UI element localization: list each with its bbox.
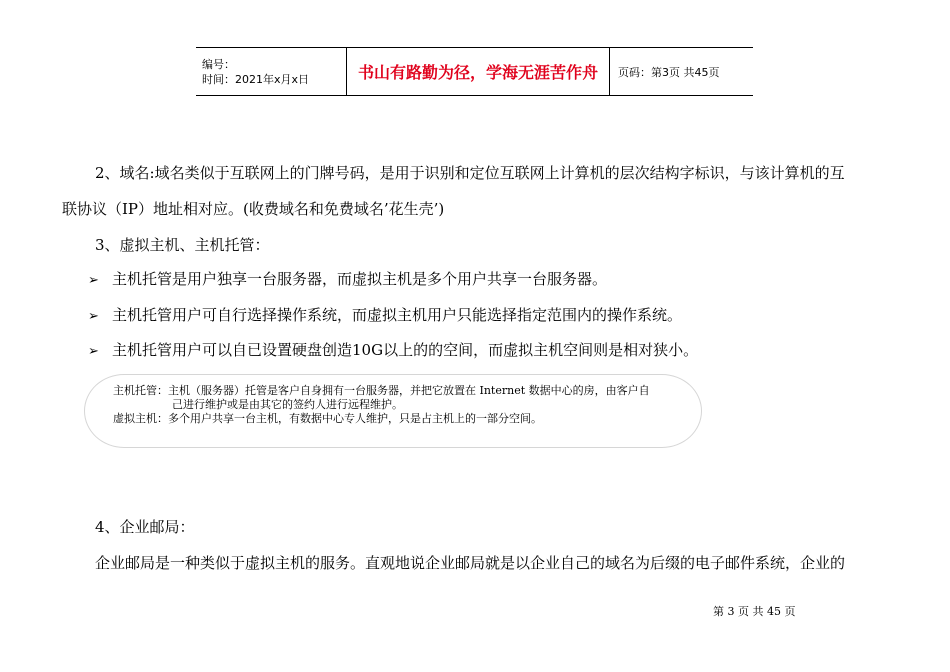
arrow-bullet-icon: ➢ [88,309,99,324]
header-motto: 书山有路勤为径，学海无涯苦作舟 [347,48,610,96]
arrow-bullet-icon: ➢ [88,273,99,288]
number-label: 编号： [202,57,235,71]
bullet-text: 主机托管用户可自行选择操作系统，而虚拟主机用户只能选择指定范围内的操作系统。 [112,306,683,324]
list-item [88,269,607,291]
paragraph-domain-line1: 2、域名:域名类似于互联网上的门牌号码，是用于识别和定位互联网上计算机的层次结构字标识，与该计算机的互 [95,164,845,182]
time-label: 时间：2021年x月x日 [202,72,310,86]
bullet-text: 主机托管是用户独享一台服务器，而虚拟主机是多个用户共享一台服务器。 [112,270,608,288]
heading-virtual-host: 3、虚拟主机、主机托管： [95,236,270,254]
list-item [88,340,698,362]
list-item [88,305,682,327]
header-table [196,47,753,96]
paragraph-domain-line2: 联协议（IP）地址相对应。(收费域名和免费域名’花生壳’) [62,200,445,218]
arrow-bullet-icon: ➢ [88,344,99,359]
header-page-label: 页码：第3页 共45页 [610,48,754,96]
callout-line-hosting: 主机托管：主机（服务器）托管是客户自身拥有一台服务器，并把它放置在 Internet 数据中心的房，由客户自 [113,384,650,397]
page-footer: 第 3 页 共 45 页 [713,605,796,618]
callout-line-virtual: 虚拟主机：多个用户共享一台主机，有数据中心专人维护，只是占主机上的一部分空间。 [113,412,542,425]
paragraph-enterprise-mail: 企业邮局是一种类似于虚拟主机的服务。直观地说企业邮局就是以企业自己的域名为后缀的电子邮件系统，企业的 [95,554,846,572]
bullet-text: 主机托管用户可以自已设置硬盘创造10G以上的的空间，而虚拟主机空间则是相对狭小。 [112,341,699,359]
header-meta-cell [196,48,347,96]
heading-enterprise-mail: 4、企业邮局： [95,518,195,536]
callout-line-hosting-cont: 己进行维护或是由其它的签约人进行远程维护。 [172,398,403,411]
